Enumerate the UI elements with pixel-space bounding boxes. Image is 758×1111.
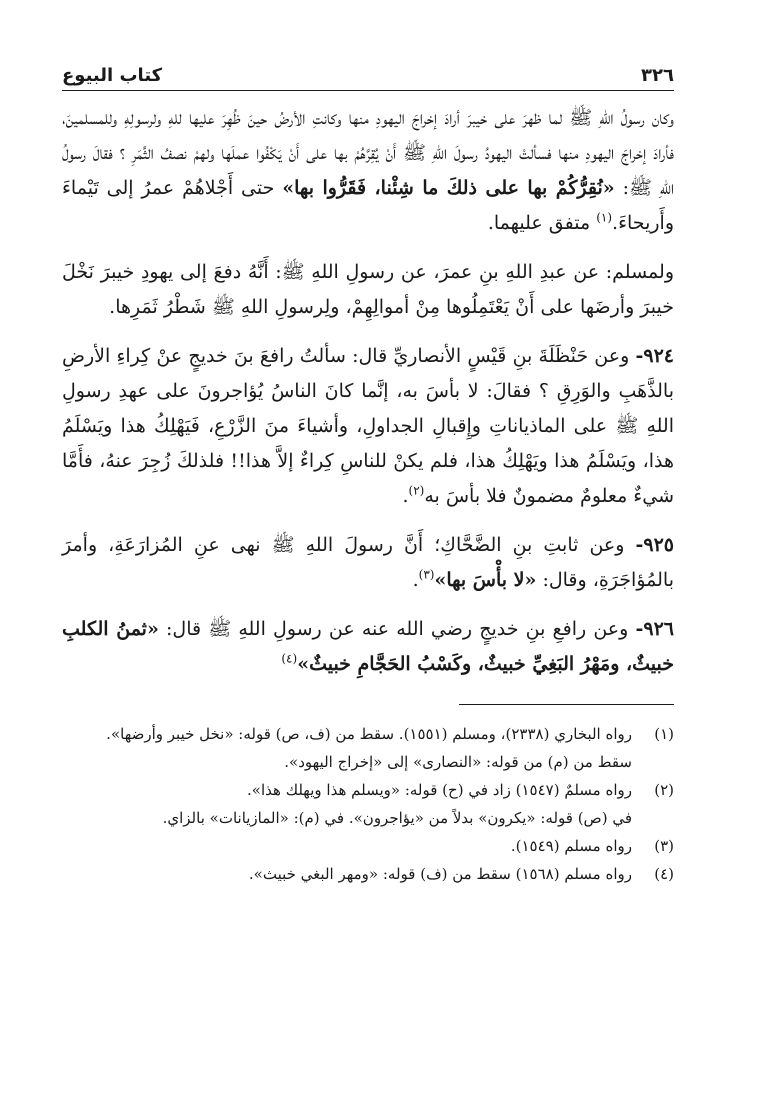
footnote-1 xyxy=(62,721,674,747)
main-text xyxy=(62,101,674,682)
footnote-2 xyxy=(62,777,674,803)
footnote-note: سقط من (م) من قوله: «النصارى» إلى «إخراج اليهود». xyxy=(284,753,632,771)
footnote-ref: (١) xyxy=(596,210,613,225)
footnote-3 xyxy=(62,833,674,859)
paragraph-text: وكان رسولُ اللهِ ﷺ لما ظهرَ على خيبرَ أرادَ إخراجَ اليهودِ منها وكانتِ الأرضُ حينَ ظُهِرَ عليها للهِ ولرسولِهِ وللمسلمينَ، فأرادَ إخراجَ اليهودِ منها فسألتْ اليهودُ رسولَ اللهِ ﷺ أَنْ يُقِرَّهُمْ بها على أَنْ يَكْفُوا عملَها ولهمْ نصفُ الثَّمَرِ ؟ فقالَ رسولُ اللهِ ﷺ: xyxy=(62,107,675,199)
hadith-text: وعن حَنْظَلَةَ بنِ قَيْسٍ الأنصاريِّ قال: سألتُ رافعَ بنَ خديجٍ عنْ كِراءِ الأرضِ بالذَّهَبِ والوَرِقِ ؟ فقالَ: لا بأسَ به، إنَّما كانَ الناسُ يُؤاجرونَ على عهدِ رسولِ اللهِ ﷺ على الماذياناتِ وإِقبالِ الجداولِ، وأشياءَ منَ الزَّرْعِ، فَيَهْلِكُ هذا ويَسْلَمُ هذا، ويَسْلَمُ هذا ويَهْلِكُ هذا، فلم يكنْ للناسِ كِراءٌ إلاَّ هذا!! فلذلكَ زُجِرَ عنهُ، فأَمَّا شيءٌ معلومٌ مضمونٌ فلا بأسَ به xyxy=(62,345,674,507)
footnote-text: رواه مسلم (١٥٤٩). xyxy=(510,837,632,855)
hadith-926 xyxy=(62,612,674,682)
hadith-number: ٩٢٤- xyxy=(635,345,674,367)
footnote-ref: (٢) xyxy=(408,483,425,498)
hadith-quote: «نُقِرُّكُمْ بها على ذلكَ ما شِئْنا، فَقَرُّوا بها» xyxy=(282,177,615,199)
hadith-number: ٩٢٥- xyxy=(635,534,674,556)
footnote-number: (٣) xyxy=(654,837,674,855)
paragraph-khaybar xyxy=(62,101,674,241)
hadith-925: ٩٢٥- وعن ثابتِ بنِ الضَّحَّاكِ؛ أَنَّ رسولَ اللهِ ﷺ نهى عنِ المُزارَعَةِ، وأمرَ بالمُؤاجَرَةِ، وقال: «لا بأْسَ بها»$^{(٣)}$. xyxy=(62,534,674,591)
footnote-ref: (٣) xyxy=(418,567,435,582)
header-rule xyxy=(62,90,674,91)
footnote-ref: (٤) xyxy=(281,651,298,666)
hadith-text: وعن ثابتِ بنِ الضَّحَّاكِ؛ أَنَّ رسولَ اللهِ ﷺ نهى عنِ المُزارَعَةِ، وأمرَ بالمُؤاجَرَةِ، وقال: xyxy=(62,534,674,591)
footnotes xyxy=(62,721,674,887)
page-header xyxy=(62,58,674,86)
hadith-number: ٩٢٦- xyxy=(635,618,674,640)
hadith-quote: «لا بأْسَ بها» xyxy=(434,569,537,591)
footnote-number: (٤) xyxy=(654,865,674,883)
hadith-quote: «ثمنُ الكلبِ خبيثٌ، ومَهْرُ البَغِيِّ خبيثٌ، وكَسْبُ الحَجَّامِ خبيثٌ» xyxy=(62,618,674,675)
footnote-number: (١) xyxy=(654,725,674,743)
footnote-text: رواه البخاري (٢٣٣٨)، ومسلم (١٥٥١). سقط من (ف، ص) قوله: «نخل خيبر وأرضها». xyxy=(106,725,632,743)
footnote-text: رواه مسلم (١٥٦٨) سقط من (ف) قوله: «ومهر البغي خبيث». xyxy=(248,865,632,883)
paragraph-muslim xyxy=(62,255,674,325)
paragraph-text: حتى أَجْلاهُمْ عمرُ إلى تَيْماءَ وأَريحاءَ. xyxy=(62,177,674,234)
hadith-text: وعن رافعِ بنِ خديجٍ رضي الله عنه عن رسولِ اللهِ ﷺ قال: xyxy=(166,618,629,640)
footnote-number: (٢) xyxy=(654,781,674,799)
footnote-rule xyxy=(459,704,674,705)
footnote-4 xyxy=(62,861,674,887)
paragraph-text: ولمسلم: عن عبدِ اللهِ بنِ عمرَ، عن رسولِ اللهِ ﷺ: أَنَّهُ دفعَ إلى يهودِ خيبرَ نَخْلَ خيبرَ وأرضَها على أَنْ يَعْتَمِلُوها مِنْ أموالِهِمْ، ولِرسولِ اللهِ ﷺ شَطْرُ ثَمَرِها. xyxy=(62,261,674,318)
book-page xyxy=(62,58,674,1058)
hadith-924: ٩٢٤- وعن حَنْظَلَةَ بنِ قَيْسٍ الأنصاريِّ قال: سألتُ رافعَ بنَ خديجٍ عنْ كِراءِ الأرضِ بالذَّهَبِ والوَرِقِ ؟ فقالَ: لا بأسَ به، إنَّما كانَ الناسُ يُؤاجرونَ على عهدِ رسولِ اللهِ ﷺ على الماذياناتِ وإِقبالِ الجداولِ، وأشياءَ منَ الزَّرْعِ، فَيَهْلِكُ هذا ويَسْلَمُ هذا، ويَسْلَمُ هذا ويَهْلِكُ هذا، فلم يكنْ للناسِ كِراءٌ إلاَّ هذا!! فلذلكَ زُجِرَ عنهُ، فأَمَّا شيءٌ معلومٌ مضمونٌ فلا بأسَ به$^{(٢)}$. xyxy=(62,345,674,507)
footnote-note: في (ص) قوله: «يكرون» بدلاً من «يؤاجرون». في (م): «المازيانات» بالزاي. xyxy=(162,809,632,827)
page-number: ٣٢٦ xyxy=(641,65,674,86)
footnote-text: رواه مسلمٌ (١٥٤٧) زاد في (ح) قوله: «ويسلم هذا ويهلك هذا». xyxy=(247,781,632,799)
book-title: كتاب البيوع xyxy=(62,65,163,86)
paragraph-text: متفق عليهما. xyxy=(487,212,591,234)
